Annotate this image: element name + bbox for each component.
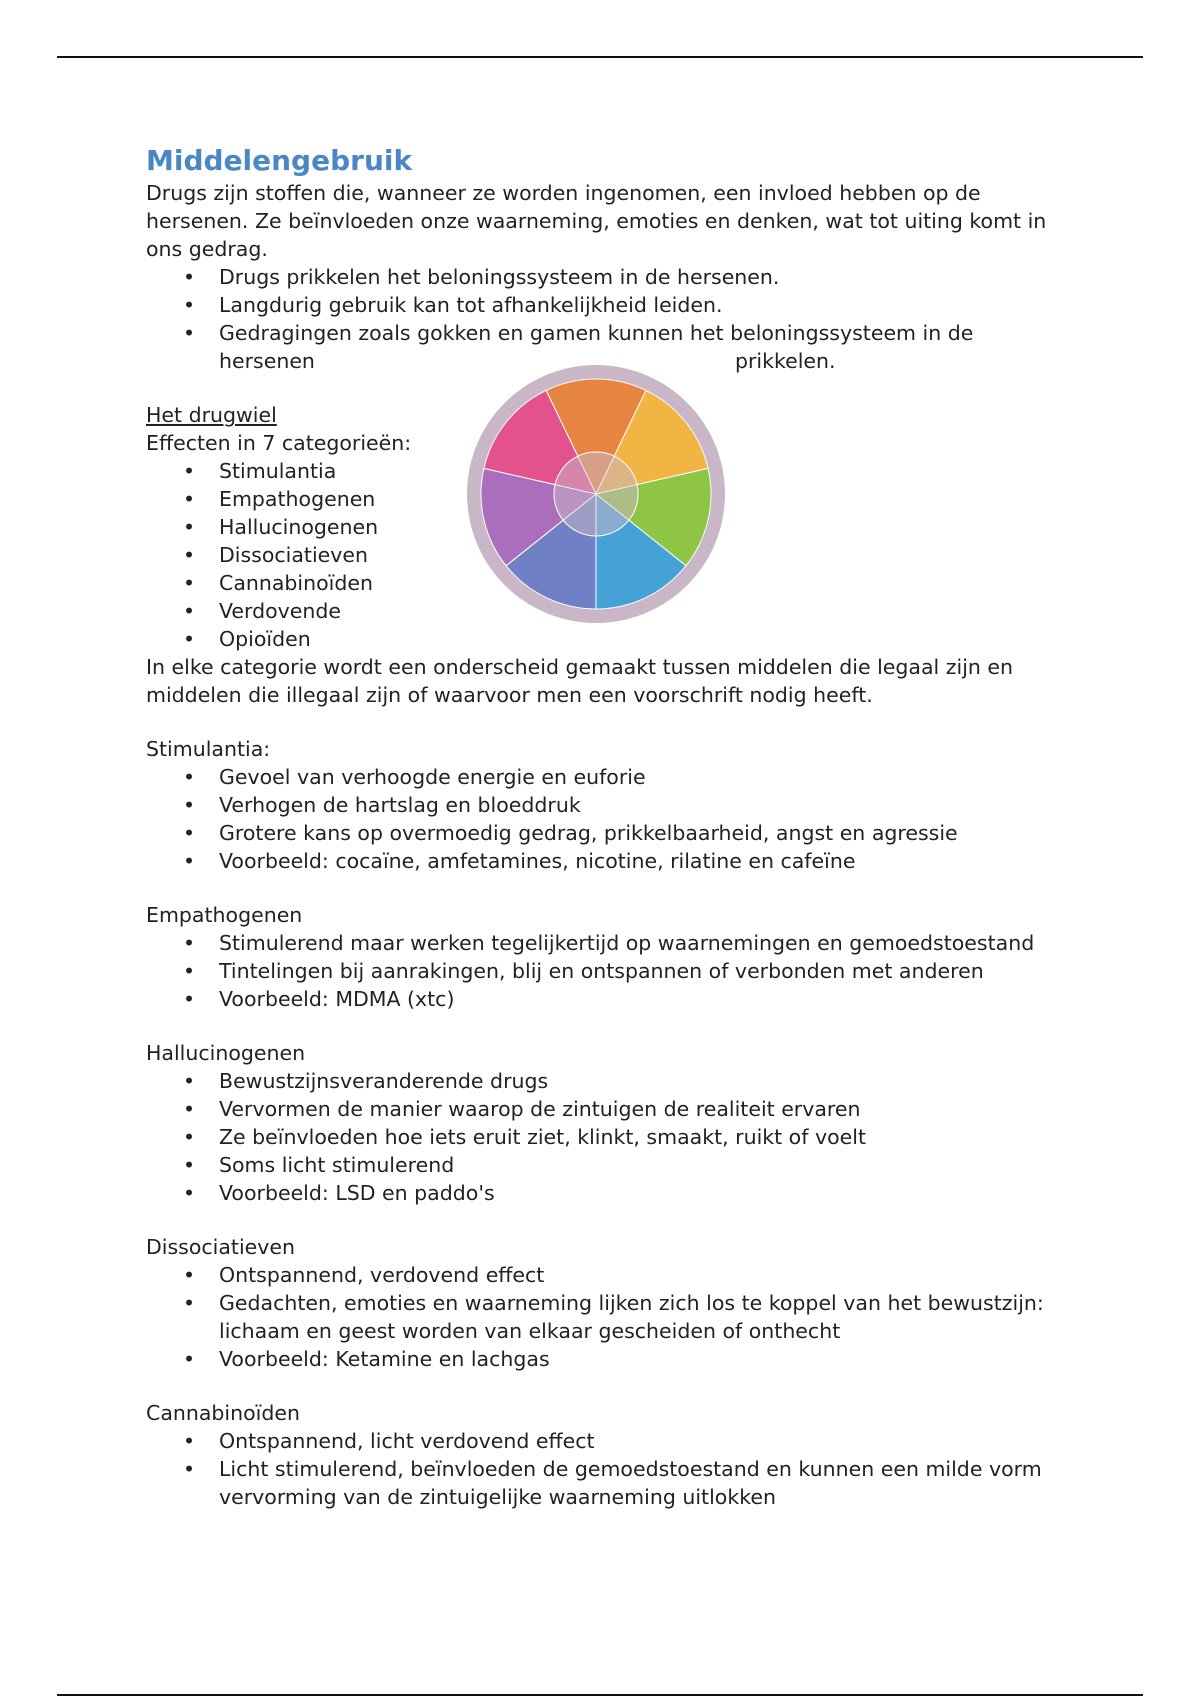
list-item: • Voorbeeld: MDMA (xtc): [219, 985, 1066, 1013]
drugwiel-image: [465, 363, 727, 625]
list-item: • Gedachten, emoties en waarneming lijken zich los te koppel van het bewustzijn: lichaam en geest worden van elkaar gescheiden of onthecht: [219, 1289, 1066, 1345]
list-item: • Ze beïnvloeden hoe iets eruit ziet, klinkt, smaakt, ruikt of voelt: [219, 1123, 1066, 1151]
intro-list: [146, 263, 1066, 375]
section-stimulantia: [146, 735, 1066, 875]
drug-wheel-graphic: [465, 363, 727, 625]
list-item: • Tintelingen bij aanrakingen, blij en ontspannen of verbonden met anderen: [219, 957, 1066, 985]
drugwiel-subheading: Effecten in 7 categorieën:: [146, 431, 412, 455]
list-item: • Stimulerend maar werken tegelijkertijd op waarnemingen en gemoedstoestand: [219, 929, 1066, 957]
page-title: Middelengebruik: [146, 144, 413, 177]
list-item: • Opioïden: [219, 625, 1066, 653]
list-item: • Verdovende: [219, 597, 1066, 625]
list-item: • Langdurig gebruik kan tot afhankelijkheid leiden.: [219, 291, 1066, 319]
list-item: • Grotere kans op overmoedig gedrag, prikkelbaarheid, angst en agressie: [219, 819, 1066, 847]
list-item: • Vervormen de manier waarop de zintuigen de realiteit ervaren: [219, 1095, 1066, 1123]
footer-rule: [57, 1694, 1143, 1696]
section-heading: Empathogenen: [146, 903, 303, 927]
drugwiel-heading: Het drugwiel: [146, 403, 277, 427]
list-item: • Hallucinogenen: [219, 513, 1066, 541]
list-item: • Gevoel van verhoogde energie en euforie: [219, 763, 1066, 791]
list-item: • Voorbeeld: Ketamine en lachgas: [219, 1345, 1066, 1373]
list-item: • Gedragingen zoals gokken en gamen kunnen het beloningssysteem in de hersenen prikkelen.: [219, 319, 1066, 375]
section-heading: Cannabinoïden: [146, 1401, 300, 1425]
list-item: • Dissociatieven: [219, 541, 1066, 569]
list-item: • Soms licht stimulerend: [219, 1151, 1066, 1179]
section-empathogenen: [146, 901, 1066, 1013]
document-body: [146, 143, 1066, 1511]
list-item: • Drugs prikkelen het beloningssysteem in de hersenen.: [219, 263, 1066, 291]
list-item: • Voorbeeld: LSD en paddo's: [219, 1179, 1066, 1207]
section-heading: Hallucinogenen: [146, 1041, 306, 1065]
section-heading: Dissociatieven: [146, 1235, 295, 1259]
list-item: • Ontspannend, licht verdovend effect: [219, 1427, 1066, 1455]
drugwiel-note: In elke categorie wordt een onderscheid gemaakt tussen middelen die legaal zijn en middelen die illegaal zijn of waarvoor men een voorschrift nodig heeft.: [146, 655, 1014, 707]
section-heading: Stimulantia:: [146, 737, 271, 761]
list-item: • Verhogen de hartslag en bloeddruk: [219, 791, 1066, 819]
list-item: • Licht stimulerend, beïnvloeden de gemoedstoestand en kunnen een milde vorm vervorming van de zintuigelijke waarneming uitlokken: [219, 1455, 1066, 1511]
list-item: • Ontspannend, verdovend effect: [219, 1261, 1066, 1289]
list-item: • Empathogenen: [219, 485, 1066, 513]
section-hallucinogenen: [146, 1039, 1066, 1207]
intro-paragraph: Drugs zijn stoffen die, wanneer ze worden ingenomen, een invloed hebben op de hersenen. Ze beïnvloeden onze waarneming, emoties en denken, wat tot uiting komt in ons gedrag.: [146, 181, 1047, 261]
list-item: • Voorbeeld: cocaïne, amfetamines, nicotine, rilatine en cafeïne: [219, 847, 1066, 875]
list-item: • Bewustzijnsveranderende drugs: [219, 1067, 1066, 1095]
section-cannabinoiden: [146, 1399, 1066, 1511]
header-rule: [57, 56, 1143, 58]
section-dissociatieven: [146, 1233, 1066, 1373]
list-item: • Cannabinoïden: [219, 569, 1066, 597]
list-item: • Stimulantia: [219, 457, 1066, 485]
